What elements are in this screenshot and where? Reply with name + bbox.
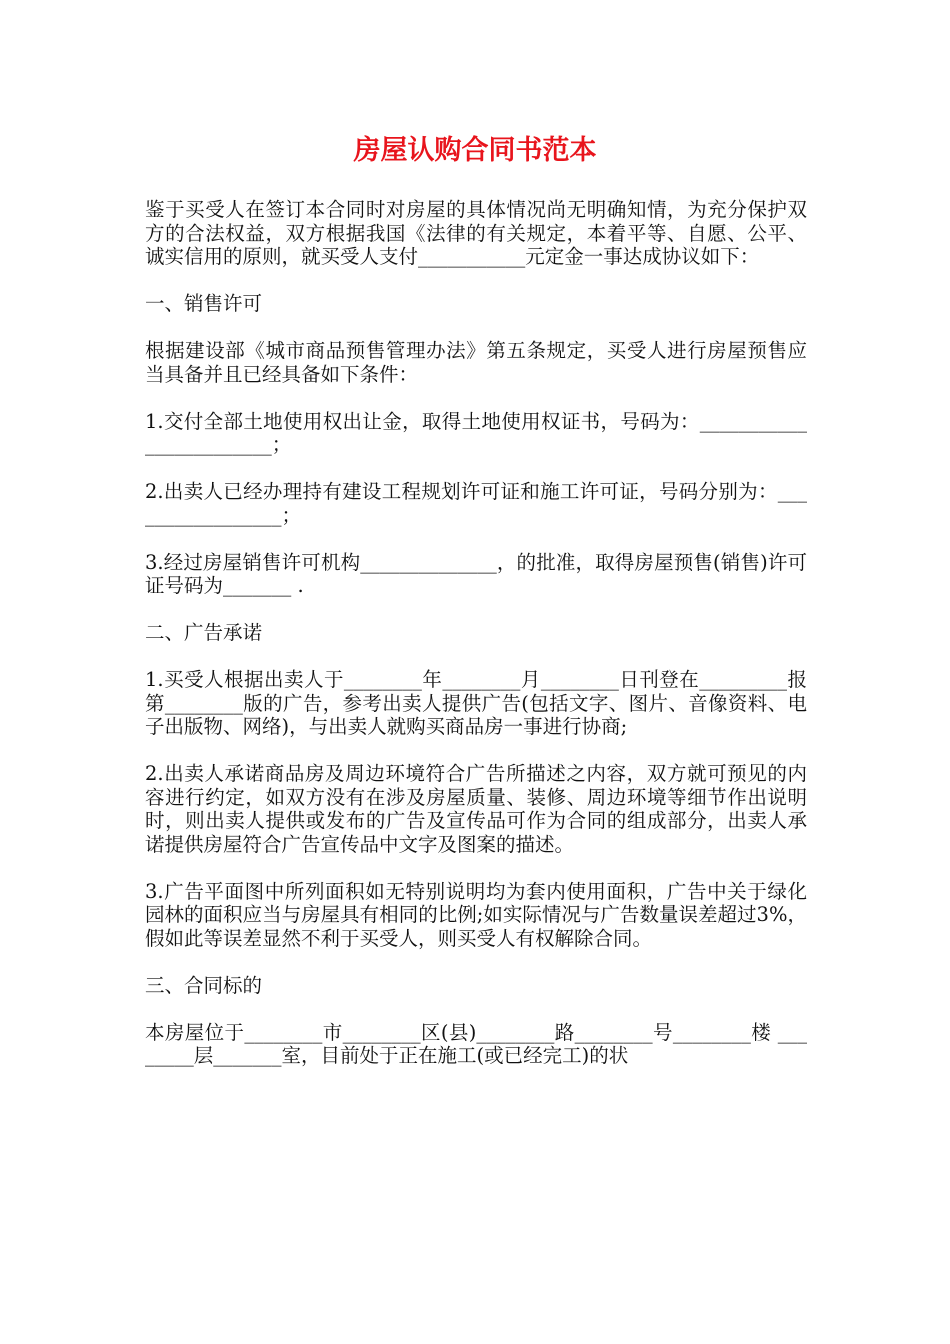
section-heading-contract-subject: 三、合同标的 [145,973,263,997]
sales-license-item-2: 2.出卖人已经办理持有建设工程规划许可证和施工许可证，号码分别为：_________________； [145,480,807,527]
document-title: 房屋认购合同书范本 [353,135,597,166]
preamble-paragraph: 鉴于买受人在签订本合同时对房屋的具体情况尚无明确知情，为充分保护双方的合法权益，双方根据我国《法律的有关规定，本着平等、自愿、公平、诚实信用的原则，就买受人支付___________元定金一事达成协议如下： [145,198,807,268]
section-heading-advertising: 二、广告承诺 [145,621,263,644]
sales-license-item-3: 3.经过房屋销售许可机构______________，的批准，取得房屋预售(销售)许可证号码为_______ . [145,550,807,597]
section-heading-sales-license: 一、销售许可 [145,292,263,315]
advertising-item-2: 2.出卖人承诺商品房及周边环境符合广告所描述之内容，双方就可预见的内容进行约定，如双方没有在涉及房屋质量、装修、周边环境等细节作出说明时，则出卖人提供或发布的广告及宣传品可作为合同的组成部分，出卖人承诺提供房屋符合广告宣传品中文字及图案的描述。 [145,762,807,856]
document-body [145,198,807,1091]
sales-license-intro: 根据建设部《城市商品预售管理办法》第五条规定，买受人进行房屋预售应当具备并且已经具备如下条件： [145,339,807,386]
advertising-item-1: 1.买受人根据出卖人于________年________月________日刊登在_________报第________版的广告，参考出卖人提供广告(包括文字、图片、音像资料、电子出版物、网络)，与出卖人就购买商品房一事进行协商; [145,668,807,738]
sales-license-item-1: 1.交付全部土地使用权出让金，取得土地使用权证书，号码为：________________________； [145,409,807,456]
advertising-item-3: 3.广告平面图中所列面积如无特别说明均为套内使用面积，广告中关于绿化园林的面积应当与房屋具有相同的比例;如实际情况与广告数量误差超过3%，假如此等误差显然不利于买受人，则买受人有权解除合同。 [145,879,807,950]
contract-subject-paragraph: 本房屋位于________市________区(县)________路________号________楼 ________层_______室，目前处于正在施工(或已经完工)的状 [145,1020,807,1067]
